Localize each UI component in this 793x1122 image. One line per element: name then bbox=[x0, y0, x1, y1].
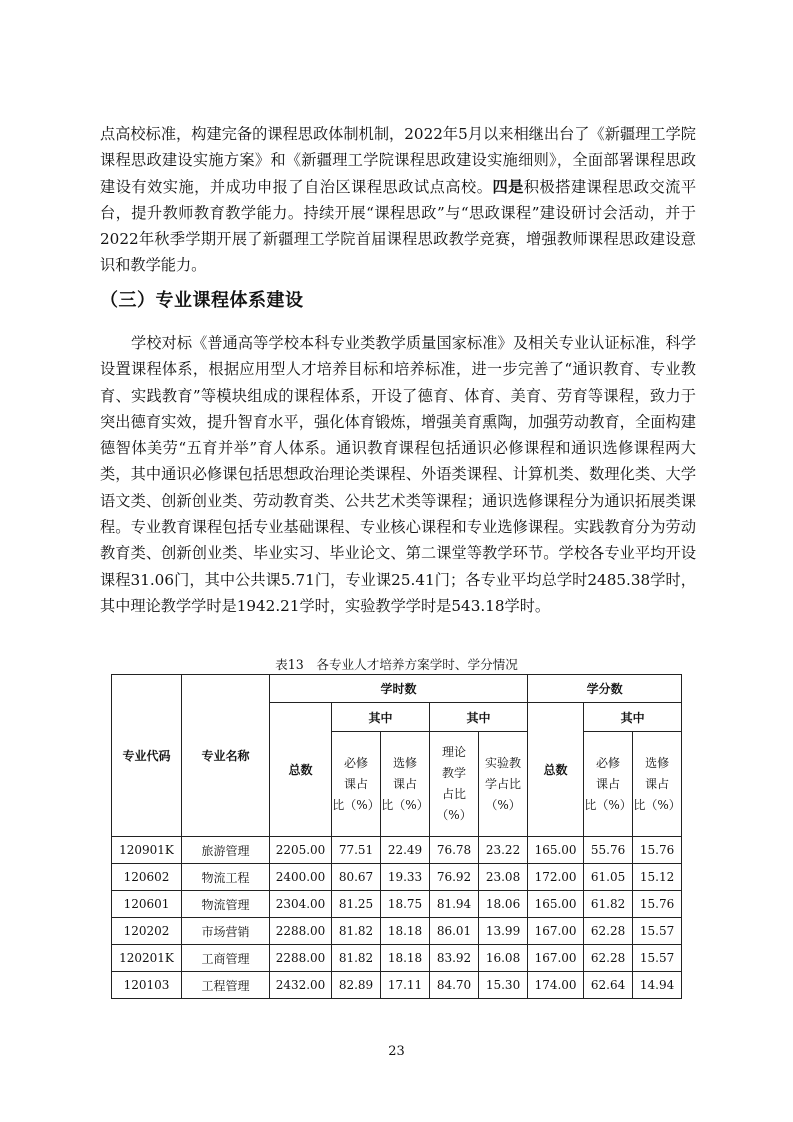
cell-elective-pct: 18.18 bbox=[381, 945, 430, 972]
table-row bbox=[112, 972, 682, 999]
cell-theory-pct: 76.92 bbox=[430, 864, 479, 891]
header-theory-pct bbox=[430, 732, 479, 837]
cell-theory-pct: 76.78 bbox=[430, 837, 479, 864]
header-qizhong-credits: 其中 bbox=[584, 703, 682, 732]
cell-credit-elective-pct: 15.12 bbox=[633, 864, 682, 891]
cell-elective-pct: 18.18 bbox=[381, 918, 430, 945]
cell-elective-pct: 19.33 bbox=[381, 864, 430, 891]
header-name: 专业名称 bbox=[182, 675, 270, 837]
cell-lab-pct: 13.99 bbox=[479, 918, 528, 945]
cell-credit-required-pct: 61.05 bbox=[584, 864, 633, 891]
cell-name: 市场营销 bbox=[182, 918, 270, 945]
header-credit-elective-pct-text: 选修 课占 比（%） bbox=[633, 755, 681, 812]
cell-lab-pct: 18.06 bbox=[479, 891, 528, 918]
cell-name: 物流管理 bbox=[182, 891, 270, 918]
cell-code: 120901K bbox=[112, 837, 182, 864]
cell-total-hours: 2288.00 bbox=[270, 918, 332, 945]
cell-required-pct: 81.82 bbox=[332, 918, 381, 945]
cell-code: 120601 bbox=[112, 891, 182, 918]
cell-required-pct: 81.25 bbox=[332, 891, 381, 918]
header-credit-required-pct-text: 必修 课占 比（%） bbox=[584, 755, 632, 812]
table-row bbox=[112, 891, 682, 918]
header-code: 专业代码 bbox=[112, 675, 182, 837]
cell-elective-pct: 17.11 bbox=[381, 972, 430, 999]
header-lab-pct-text: 实验教 学占比 （%） bbox=[485, 755, 522, 812]
table-row bbox=[112, 837, 682, 864]
header-qizhong-elective: 其中 bbox=[332, 703, 430, 732]
header-theory-pct-text: 理论 教学 占比 （%） bbox=[436, 745, 472, 822]
cell-credit-required-pct: 61.82 bbox=[584, 891, 633, 918]
header-required-pct-text: 必修 课占 比（%） bbox=[332, 755, 380, 812]
header-total-credits: 总数 bbox=[528, 703, 584, 837]
cell-credit-elective-pct: 15.57 bbox=[633, 918, 682, 945]
cell-lab-pct: 16.08 bbox=[479, 945, 528, 972]
cell-code: 120202 bbox=[112, 918, 182, 945]
header-credit-required-pct bbox=[584, 732, 633, 837]
cell-lab-pct: 15.30 bbox=[479, 972, 528, 999]
table-row bbox=[112, 918, 682, 945]
header-required-pct bbox=[332, 732, 381, 837]
header-total-hours: 总数 bbox=[270, 703, 332, 837]
header-hours-group: 学时数 bbox=[270, 675, 528, 703]
cell-code: 120201K bbox=[112, 945, 182, 972]
header-lab-pct bbox=[479, 732, 528, 837]
cell-required-pct: 82.89 bbox=[332, 972, 381, 999]
cell-total-hours: 2400.00 bbox=[270, 864, 332, 891]
cell-name: 工商管理 bbox=[182, 945, 270, 972]
cell-credit-elective-pct: 15.57 bbox=[633, 945, 682, 972]
cell-credit-elective-pct: 15.76 bbox=[633, 837, 682, 864]
cell-total-hours: 2304.00 bbox=[270, 891, 332, 918]
cell-total-credits: 165.00 bbox=[528, 891, 584, 918]
paragraph-course-ideology bbox=[100, 121, 696, 279]
header-credits-group: 学分数 bbox=[528, 675, 682, 703]
credit-hours-table bbox=[111, 674, 682, 999]
paragraph-text-after: 积极搭建课程思政交流平台，提升教师教育教学能力。持续开展“课程思政”与“思政课程”建设研讨会活动，并于2022年秋季学期开展了新疆理工学院首届课程思政教学竞赛，增强教师课程思政建设意识和教学能力。 bbox=[100, 177, 697, 275]
cell-credit-required-pct: 62.64 bbox=[584, 972, 633, 999]
cell-required-pct: 77.51 bbox=[332, 837, 381, 864]
paragraph-text-before: 点高校标准，构建完备的课程思政体制机制，2022年5月以来相继出台了《新疆理工学院课程思政建设实施方案》和《新疆理工学院课程思政建设实施细则》，全面部署课程思政建设有效实施，并成功申报了自治区课程思政试点高校。 bbox=[100, 125, 696, 196]
cell-theory-pct: 84.70 bbox=[430, 972, 479, 999]
cell-name: 工程管理 bbox=[182, 972, 270, 999]
cell-name: 物流工程 bbox=[182, 864, 270, 891]
cell-elective-pct: 22.49 bbox=[381, 837, 430, 864]
cell-total-hours: 2205.00 bbox=[270, 837, 332, 864]
cell-theory-pct: 81.94 bbox=[430, 891, 479, 918]
cell-total-hours: 2288.00 bbox=[270, 945, 332, 972]
header-elective-pct bbox=[381, 732, 430, 837]
cell-theory-pct: 86.01 bbox=[430, 918, 479, 945]
table-row bbox=[112, 864, 682, 891]
cell-lab-pct: 23.08 bbox=[479, 864, 528, 891]
header-credit-elective-pct bbox=[633, 732, 682, 837]
cell-credit-required-pct: 62.28 bbox=[584, 945, 633, 972]
cell-total-credits: 172.00 bbox=[528, 864, 584, 891]
cell-required-pct: 81.82 bbox=[332, 945, 381, 972]
cell-total-credits: 174.00 bbox=[528, 972, 584, 999]
header-qizhong-theory: 其中 bbox=[430, 703, 528, 732]
cell-lab-pct: 23.22 bbox=[479, 837, 528, 864]
cell-credit-elective-pct: 15.76 bbox=[633, 891, 682, 918]
table-caption: 表13 各专业人才培养方案学时、学分情况 bbox=[275, 657, 518, 672]
section-heading: （三）专业课程体系建设 bbox=[100, 290, 304, 311]
cell-total-credits: 165.00 bbox=[528, 837, 584, 864]
cell-total-credits: 167.00 bbox=[528, 945, 584, 972]
cell-elective-pct: 18.75 bbox=[381, 891, 430, 918]
paragraph-curriculum-system: 学校对标《普通高等学校本科专业类教学质量国家标准》及相关专业认证标准，科学设置课程体系，根据应用型人才培养目标和培养标准，进一步完善了“通识教育、专业教育、实践教育”等模块组成的课程体系，开设了德育、体育、美育、劳育等课程，致力于突出德育实效，提升智育水平，强化体育锻炼，增强美育熏陶，加强劳动教育，全面构建德智体美劳“五育并举”育人体系。通识教育课程包括通识必修课程和通识选修课程两大类，其中通识必修课包括思想政治理论类课程、外语类课程、计算机类、数理化类、大学语文类、创新创业类、劳动教育类、公共艺术类等课程；通识选修课程分为通识拓展类课程。专业教育课程包括专业基础课程、专业核心课程和专业选修课程。实践教育分为劳动教育类、创新创业类、毕业实习、毕业论文、第二课堂等教学环节。学校各专业平均开设课程31.06门，其中公共课5.71门，专业课25.41门；各专业平均总学时2485.38学时，其中理论教学学时是1942.21学时，实验教学学时是543.18学时。 bbox=[100, 334, 696, 615]
page-number: 23 bbox=[388, 1044, 405, 1059]
cell-total-credits: 167.00 bbox=[528, 918, 584, 945]
cell-required-pct: 80.67 bbox=[332, 864, 381, 891]
cell-name: 旅游管理 bbox=[182, 837, 270, 864]
cell-code: 120103 bbox=[112, 972, 182, 999]
cell-credit-required-pct: 55.76 bbox=[584, 837, 633, 864]
cell-code: 120602 bbox=[112, 864, 182, 891]
table-row bbox=[112, 945, 682, 972]
header-elective-pct-text: 选修 课占 比（%） bbox=[381, 755, 429, 812]
cell-total-hours: 2432.00 bbox=[270, 972, 332, 999]
cell-theory-pct: 83.92 bbox=[430, 945, 479, 972]
cell-credit-elective-pct: 14.94 bbox=[633, 972, 682, 999]
cell-credit-required-pct: 62.28 bbox=[584, 918, 633, 945]
paragraph-bold-marker: 四是 bbox=[492, 177, 524, 196]
